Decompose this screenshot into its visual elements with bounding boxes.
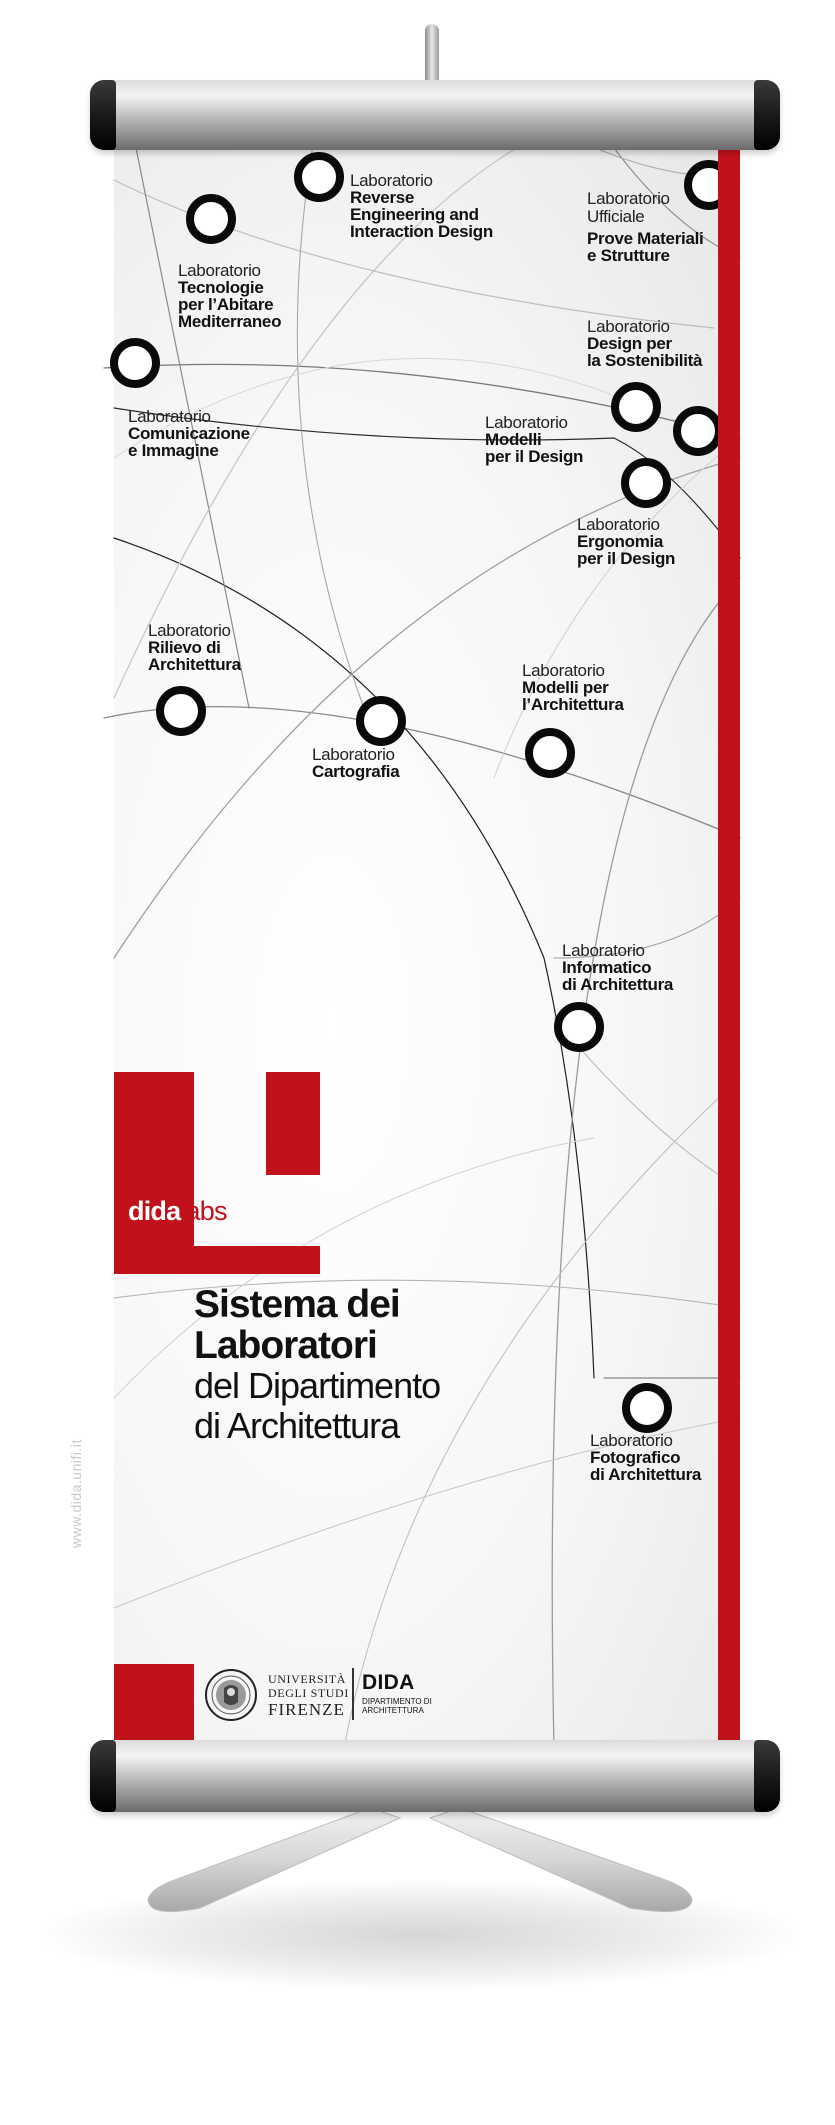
node-comunicazione xyxy=(110,338,160,388)
lab-name: Design per la Sostenibilità xyxy=(587,334,703,370)
node-informatico xyxy=(554,1002,604,1052)
node-cartografia xyxy=(356,696,406,746)
lab-prefix: Laboratorio xyxy=(148,621,231,640)
university-name xyxy=(268,1673,349,1718)
university-line-3: FIRENZE xyxy=(268,1700,345,1719)
node-fotografico xyxy=(622,1383,672,1433)
headline-line-3: del Dipartimento xyxy=(194,1365,441,1406)
lab-name: Rilievo di Architettura xyxy=(148,638,241,674)
node-modelli-design xyxy=(673,406,723,456)
footer-red-block xyxy=(114,1664,194,1748)
node-reverse-engineering xyxy=(294,152,344,202)
lab-prefix: Laboratorio Ufficiale xyxy=(587,189,670,226)
stand-leg-right xyxy=(430,1808,692,1912)
headline xyxy=(194,1284,440,1446)
lab-label-modelli-architettura xyxy=(522,662,624,713)
lab-prefix: Laboratorio xyxy=(522,661,605,680)
roller-cap-right xyxy=(754,80,780,150)
lab-label-prove-materiali xyxy=(587,190,703,264)
lab-prefix: Laboratorio xyxy=(587,317,670,336)
lab-label-modelli-design xyxy=(485,414,583,465)
footer-divider xyxy=(352,1668,354,1720)
lab-name: Fotografico di Architettura xyxy=(590,1448,702,1484)
bottom-roller xyxy=(90,1740,780,1812)
stand-leg-left xyxy=(148,1808,400,1912)
lab-label-design-sostenibilita xyxy=(587,318,702,369)
didalabs-logo xyxy=(114,1072,320,1274)
headline-line-4: di Architettura xyxy=(194,1405,400,1446)
node-modelli-architettura xyxy=(525,728,575,778)
lab-prefix: Laboratorio xyxy=(485,413,568,432)
lab-label-tecnologie-abitare xyxy=(178,262,281,330)
lab-name: Reverse Engineering and Interaction Design xyxy=(350,188,493,241)
lab-label-comunicazione xyxy=(128,408,250,459)
headline-line-1: Sistema dei xyxy=(194,1283,400,1326)
top-roller xyxy=(90,80,780,150)
lab-label-reverse-engineering xyxy=(350,172,493,240)
department-name xyxy=(362,1672,432,1715)
logo-block-vertical xyxy=(114,1072,194,1274)
university-line-1: UNIVERSITÀ xyxy=(268,1672,346,1686)
lab-name: Cartografia xyxy=(312,762,400,781)
lab-prefix: Laboratorio xyxy=(178,261,261,280)
website-url: www.dida.unifi.it xyxy=(68,1439,84,1548)
node-design-sostenibilita xyxy=(611,382,661,432)
lab-prefix: Laboratorio xyxy=(577,515,660,534)
roller-cap-left xyxy=(90,1740,116,1812)
university-line-2: DEGLI STUDI xyxy=(268,1686,349,1700)
department-short: DIDA xyxy=(362,1671,415,1694)
lab-name: Comunicazione e Immagine xyxy=(128,424,250,460)
lab-label-fotografico xyxy=(590,1432,701,1483)
stand-base xyxy=(0,1800,835,1920)
roller-cap-left xyxy=(90,80,116,150)
lab-name: Modelli per il Design xyxy=(485,430,584,466)
university-seal-icon xyxy=(204,1668,258,1722)
department-full: DIPARTIMENTO DI ARCHITETTURA xyxy=(362,1697,432,1715)
logo-dida: dida xyxy=(128,1196,181,1226)
roller-cap-right xyxy=(754,1740,780,1812)
lab-label-informatico xyxy=(562,942,673,993)
red-side-stripe xyxy=(718,138,740,1748)
logo-block-square xyxy=(266,1072,320,1175)
lab-prefix: Laboratorio xyxy=(590,1431,673,1450)
banner-graphic xyxy=(68,138,740,1748)
lab-name: Informatico di Architettura xyxy=(562,958,674,994)
node-rilievo xyxy=(156,686,206,736)
lab-prefix: Laboratorio xyxy=(562,941,645,960)
lab-name: Prove Materiali e Strutture xyxy=(587,229,704,265)
lab-name: Ergonomia per il Design xyxy=(577,532,676,568)
lab-name: Tecnologie per l’Abitare Mediterraneo xyxy=(178,278,282,331)
node-tecnologie-abitare xyxy=(186,194,236,244)
stand-pole xyxy=(425,24,439,82)
lab-label-ergonomia xyxy=(577,516,675,567)
lab-prefix: Laboratorio xyxy=(312,745,395,764)
lab-label-cartografia xyxy=(312,746,399,780)
logo-wordmark xyxy=(128,1196,227,1227)
logo-labs: labs xyxy=(180,1196,227,1226)
lab-label-rilievo xyxy=(148,622,241,673)
lab-prefix: Laboratorio xyxy=(128,407,211,426)
headline-line-2: Laboratori xyxy=(194,1324,377,1367)
node-ergonomia xyxy=(621,458,671,508)
logo-block-bottom xyxy=(114,1246,320,1274)
lab-name: Modelli per l’Architettura xyxy=(522,678,624,714)
lab-prefix: Laboratorio xyxy=(350,171,433,190)
